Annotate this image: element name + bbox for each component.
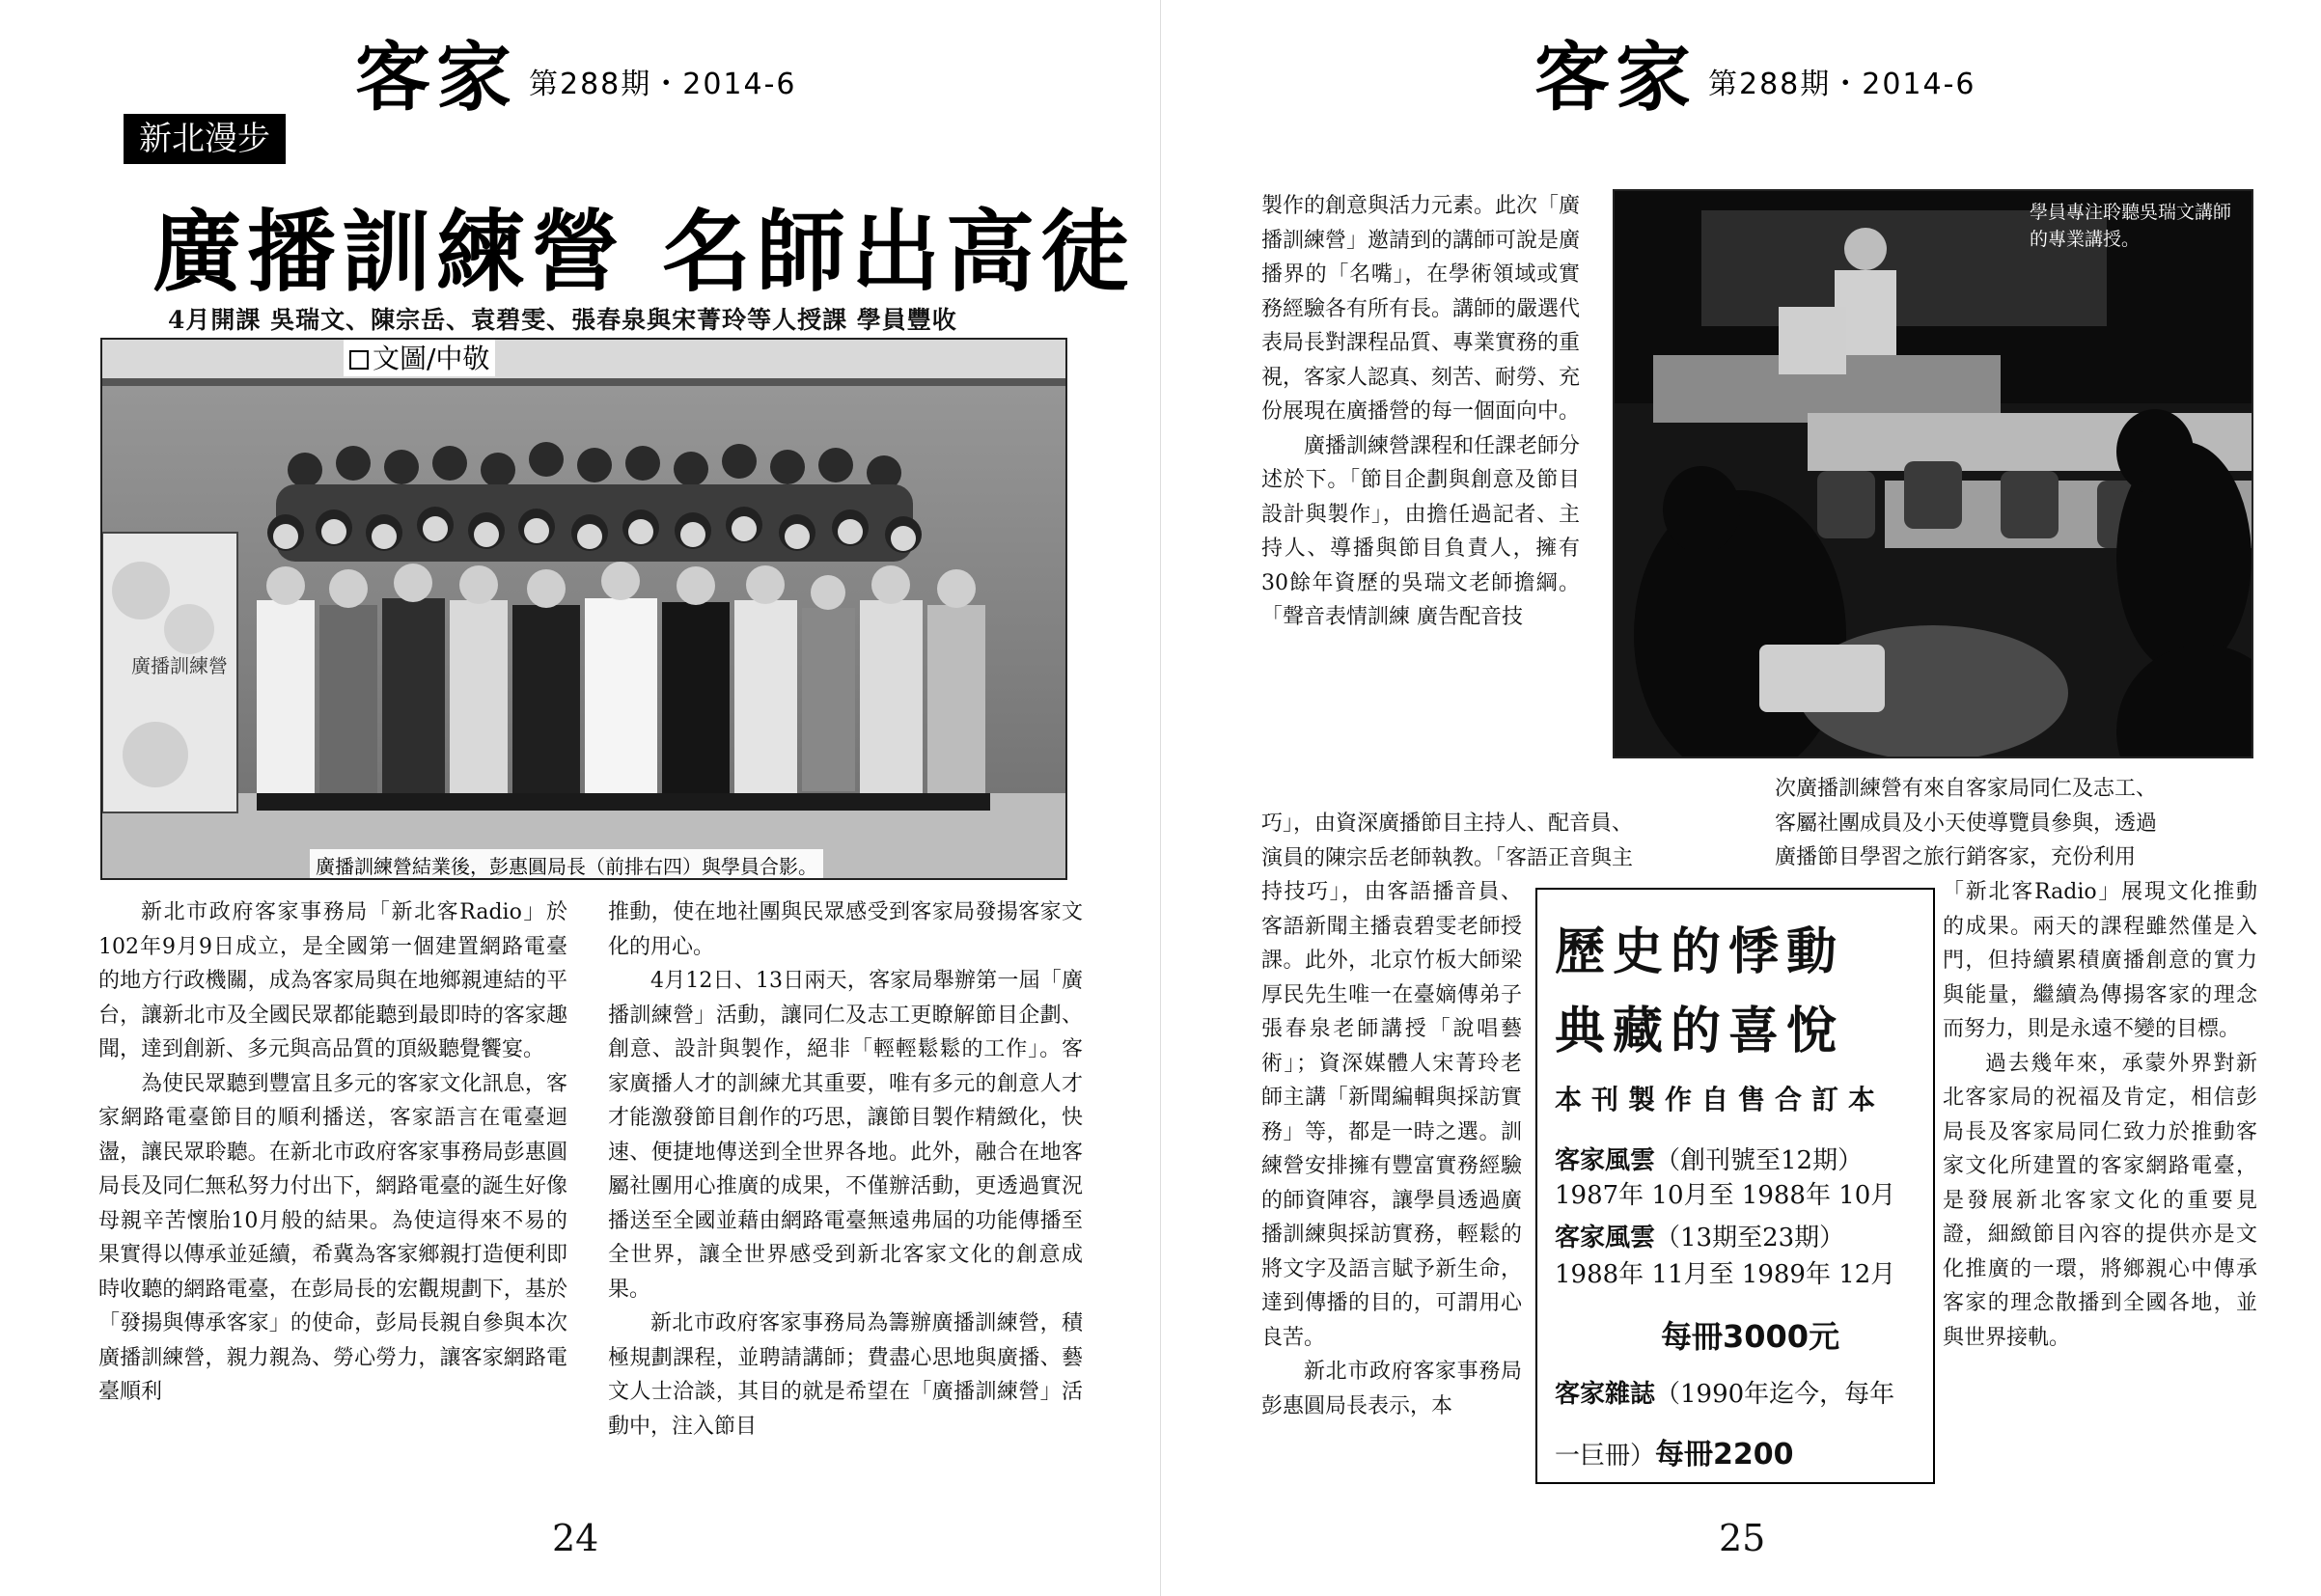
ad-item-detail: （創刊號至12期） [1655, 1146, 1864, 1175]
article-col-1b [1261, 875, 1522, 1423]
classroom-photo [1613, 189, 2253, 758]
paragraph: 過去幾年來，承蒙外界對新北客家局的祝福及肯定，相信彭局長及客家局同仁致力於推動客家文化所建置的客家網路電臺，是發展新北客家文化的重要見證，細緻節目內容的提供亦是文化推廣的一環，將鄉親心中傳承客家的理念散播到全國各地，並與世界接軌。 [1943, 1051, 2257, 1350]
article-wide-lines [1261, 807, 1715, 875]
ad-item-detail: （1990年迄今，每年 [1655, 1380, 1895, 1409]
masthead-logo: 客家 [1534, 34, 1698, 122]
ad-item-3-cont [1555, 1430, 1794, 1472]
ad-headline-1: 歷史的悸動 [1555, 923, 1845, 981]
paragraph: 推動，使在地社團與民眾感受到客家局發揚客家文化的用心。 [608, 900, 1083, 959]
paragraph: 製作的創意與活力元素。此次「廣播訓練營」邀請到的講師可說是廣播界的「名嘴」，在學術領域或實務經驗各有所有長。講師的嚴選代表局長對課程品質、專業實務的重視，客家人認真、刻苦、耐勞、充份展現在廣播營的每一個面向中。 [1261, 194, 1581, 424]
board-text: 廣播訓練營 [131, 654, 228, 677]
paragraph: 持技巧」，由客語播音員、客語新聞主播袁碧雯老師授課。此外，北京竹板大師梁厚民先生唯一在臺嫡傳弟子張春泉老師講授「說唱藝術」；資深媒體人宋菁玲老師主講「新聞編輯與採訪實務」等，都是一時之選。訓練營安排擁有豐富實務經驗的師資陣容，讓學員透過廣播訓練與採訪實務，輕鬆的將文字及語言賦予新生命，達到傳播的目的，可謂用心良苦。 [1261, 880, 1522, 1350]
ad-item-3 [1555, 1374, 1894, 1410]
line: 廣播節目學習之旅行銷客家，充份利用 [1775, 845, 2137, 869]
credit-box-icon [349, 350, 369, 370]
line: 客屬社團成員及小天使導覽員參與，透過 [1775, 811, 2158, 836]
photo-caption: 廣播訓練營結業後，彭惠圓局長（前排右四）與學員合影。 [310, 849, 823, 880]
paragraph: 新北市政府客家事務局為籌辦廣播訓練營，積極規劃課程，並聘請講師；費盡心思地與廣播、藝文人士洽談，其目的就是希望在「廣播訓練營」活動中，注入節目 [608, 1311, 1083, 1439]
column-tag: 新北漫步 [124, 114, 286, 164]
paragraph: 新北市政府客家事務局彭惠圓局長表示，本 [1261, 1360, 1522, 1418]
ad-item-1 [1555, 1141, 1863, 1176]
line: 演員的陳宗岳老師執教。「客語正音與主 [1261, 845, 1634, 870]
line: 次廣播訓練營有來自客家局同仁及志工、 [1775, 777, 2158, 801]
masthead-logo: 客家 [355, 34, 518, 122]
headline: 廣播訓練營 名師出高徒 [152, 201, 1136, 304]
group-photo-image [102, 340, 1065, 878]
masthead-issue: 第288期・2014-6 [529, 68, 797, 101]
ad-item-detail: （13期至23期） [1655, 1224, 1845, 1252]
photo-credit [344, 338, 495, 376]
ad-item-2 [1555, 1218, 1844, 1253]
paragraph: 新北市政府客家事務局「新北客Radio」於102年9月9日成立，是全國第一個建置網路電臺的地方行政機關，成為客家局與在地鄉親連結的平台，讓新北市及全國民眾都能聽到最即時的客家趣聞，達到創新、多元與高品質的頂級聽覺饗宴。 [98, 900, 567, 1061]
ad-price-2: 每冊2200 [1655, 1438, 1794, 1472]
ad-headline-2: 典藏的喜悅 [1555, 1003, 1845, 1060]
ad-subtitle: 本刊製作自售合訂本 [1555, 1084, 1886, 1115]
ad-item-1-range: 1987年 10月至 1988年 10月 [1555, 1181, 1896, 1210]
article-col-2 [608, 895, 1083, 1444]
page-number: 24 [552, 1517, 599, 1559]
bound-volume-ad [1535, 888, 1935, 1484]
article-col-3 [1943, 875, 2257, 1355]
line: 巧」，由資深廣播節目主持人、配音員、 [1261, 812, 1634, 836]
paragraph: 4月12日、13日兩天，客家局舉辦第一屆「廣播訓練營」活動，讓同仁及志工更瞭解節目企劃、創意、設計與製作，絕非「輕輕鬆鬆的工作」。客家廣播人才的訓練尤其重要，唯有多元的創意人才才能激發節目創作的巧思，讓節目製作精緻化，快速、便捷地傳送到全世界各地。此外，融合在地客屬社團用心推廣的成果，不僅辦活動，更透過實況播送至全國並藉由網路電臺無遠弗屆的功能傳播至全世界，讓全世界感受到新北客家文化的創意成果。 [608, 969, 1083, 1302]
article-col-1 [1261, 189, 1580, 635]
article-col-3-top [1775, 772, 2257, 875]
ad-price-1: 每冊3000元 [1661, 1318, 1840, 1355]
page-number: 25 [1719, 1517, 1766, 1559]
page-25 [1161, 0, 2321, 1596]
ad-item-name: 客家風雲 [1555, 1146, 1656, 1175]
masthead-issue: 第288期・2014-6 [1708, 68, 1976, 101]
paragraph: 「新北客Radio」展現文化推動的成果。兩天的課程雖然僅是入門，但持續累積廣播創意的實力與能量，繼續為傳揚客家的理念而努力，則是永遠不變的目標。 [1943, 880, 2257, 1041]
classroom-photo-image [1615, 191, 2252, 757]
ad-item-2-range: 1988年 11月至 1989年 12月 [1555, 1260, 1896, 1289]
photo-caption: 學員專注聆聽吳瑞文講師的專業講授。 [2030, 202, 2232, 250]
ad-item-name: 客家風雲 [1555, 1224, 1656, 1252]
paragraph: 為使民眾聽到豐富且多元的客家文化訊息，客家網路電臺節目的順利播送，客家語言在電臺迴盪，讓民眾聆聽。在新北市政府客家事務局彭惠圓局長及同仁無私努力付出下，網路電臺的誕生好像母親辛苦懷胎10月般的結果。為使這得來不易的果實得以傳承並延續，希冀為客家鄉親打造便利即時收聽的網路電臺，在彭局長的宏觀規劃下，基於「發揚與傳承客家」的使命，彭局長親自參與本次廣播訓練營，親力親為、勞心勞力，讓客家網路電臺順利 [98, 1071, 567, 1404]
paragraph: 廣播訓練營課程和任課老師分述於下。「節目企劃與創意及節目設計與製作」，由擔任過記者、主持人、導播與節目負責人，擁有30餘年資歷的吳瑞文老師擔綱。「聲音表情訓練 廣告配音技 [1261, 433, 1581, 629]
subhead: 4月開課 吳瑞文、陳宗岳、袁碧雯、張春泉與宋菁玲等人授課 學員豐收 [168, 306, 957, 334]
ad-item-name: 客家雜誌 [1555, 1380, 1656, 1409]
ad-item-detail: 一巨冊） [1555, 1442, 1656, 1471]
photo-credit-text: 文圖/中敬 [373, 343, 490, 374]
article-col-1 [98, 895, 567, 1410]
page-24 [0, 0, 1160, 1596]
group-photo [100, 338, 1067, 880]
